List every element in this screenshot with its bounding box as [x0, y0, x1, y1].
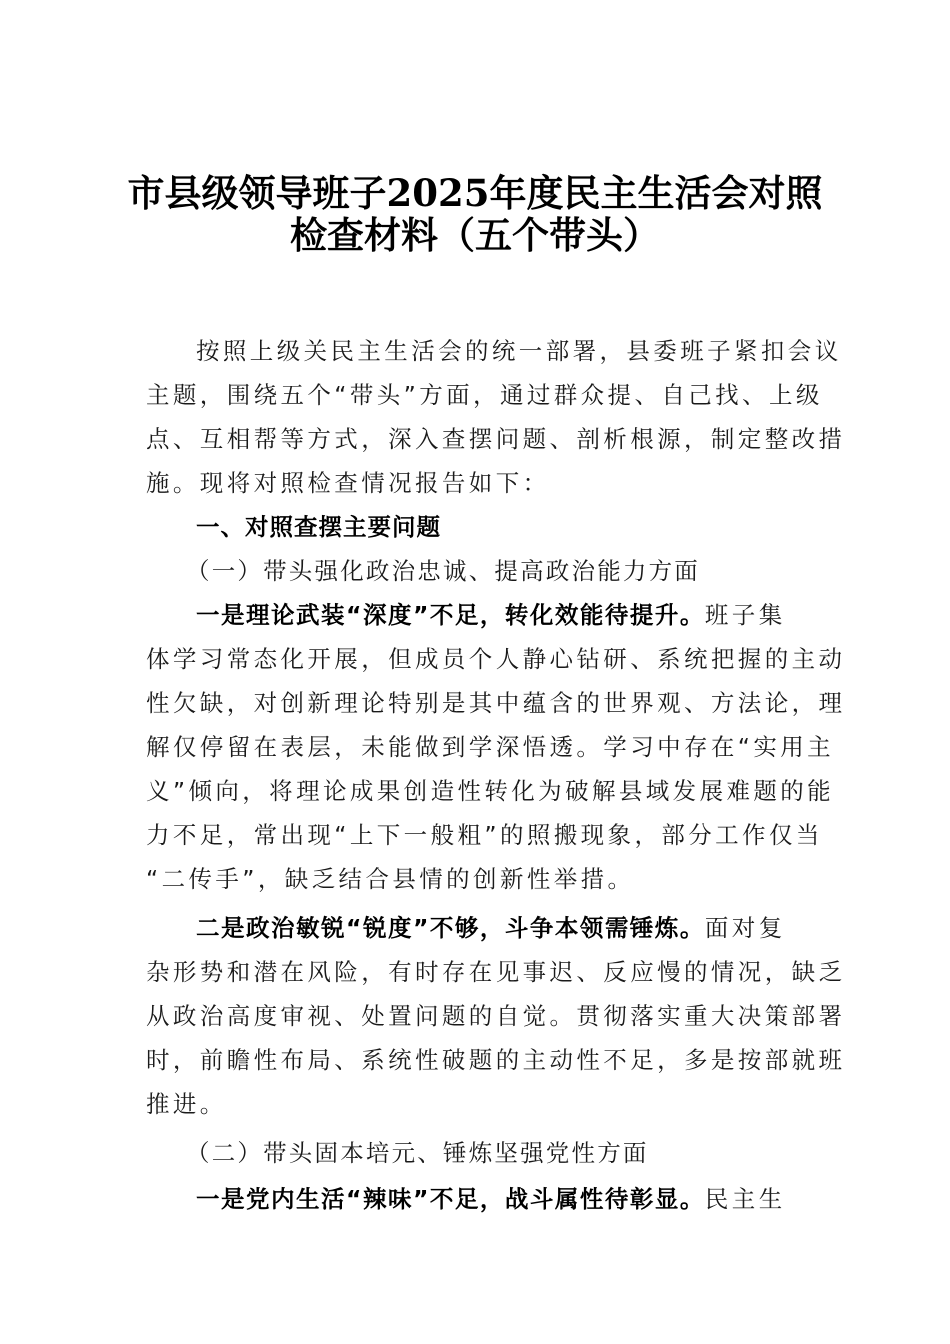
point-text: 民主生	[704, 1185, 786, 1213]
paragraph-line: 义”倾向，将理论成果创造性转化为破解县域发展难题的能	[146, 777, 835, 805]
paragraph-line: 体学习常态化开展，但成员个人静心钻研、系统把握的主动	[146, 645, 846, 673]
point-first-line	[196, 593, 808, 637]
subsection-heading: （二）带头固本培元、锤炼坚强党性方面	[186, 1139, 649, 1167]
paragraph-line: 力不足，常出现“上下一般粗”的照搬现象，部分工作仅当	[146, 821, 823, 849]
point-text: 面对复	[704, 914, 786, 942]
paragraph-line: 推进。	[146, 1090, 227, 1118]
section-heading: 一、对照查摆主要问题	[196, 513, 441, 541]
point-bold-lead: 一是理论武装“深度”不足，转化效能待提升。	[196, 601, 705, 629]
subsection-heading: （一）带头强化政治忠诚、提高政治能力方面	[186, 557, 700, 585]
point-text: 班子集	[704, 601, 786, 629]
paragraph-line: 时，前瞻性布局、系统性破题的主动性不足，多是按部就班	[146, 1046, 846, 1074]
paragraph-line: 解仅停留在表层，未能做到学深悟透。学习中存在“实用主	[146, 733, 835, 761]
document-title-line-1: 市县级领导班子2025年度民主生活会对照	[127, 171, 823, 215]
point-first-line	[196, 906, 808, 950]
intro-line: 按照上级关民主生活会的统一部署，县委班子紧扣会议	[196, 337, 842, 365]
intro-line: 主题，围绕五个“带头”方面，通过群众提、自己找、上级	[146, 381, 823, 409]
paragraph-line: 从政治高度审视、处置问题的自觉。贯彻落实重大决策部署	[146, 1002, 846, 1030]
document-title-line-2: 检查材料（五个带头）	[290, 213, 660, 257]
paragraph-line: “二传手”，缺乏结合县情的创新性举措。	[146, 865, 635, 893]
intro-line: 施。现将对照检查情况报告如下：	[146, 469, 550, 497]
paragraph-line: 杂形势和潜在风险，有时存在见事迟、反应慢的情况，缺乏	[146, 958, 846, 986]
point-first-line	[196, 1177, 808, 1221]
intro-line: 点、互相帮等方式，深入查摆问题、剖析根源，制定整改措	[146, 425, 846, 453]
paragraph-line: 性欠缺，对创新理论特别是其中蕴含的世界观、方法论，理	[146, 689, 846, 717]
point-bold-lead: 二是政治敏锐“锐度”不够，斗争本领需锤炼。	[196, 914, 705, 942]
point-bold-lead: 一是党内生活“辣味”不足，战斗属性待彰显。	[196, 1185, 705, 1213]
